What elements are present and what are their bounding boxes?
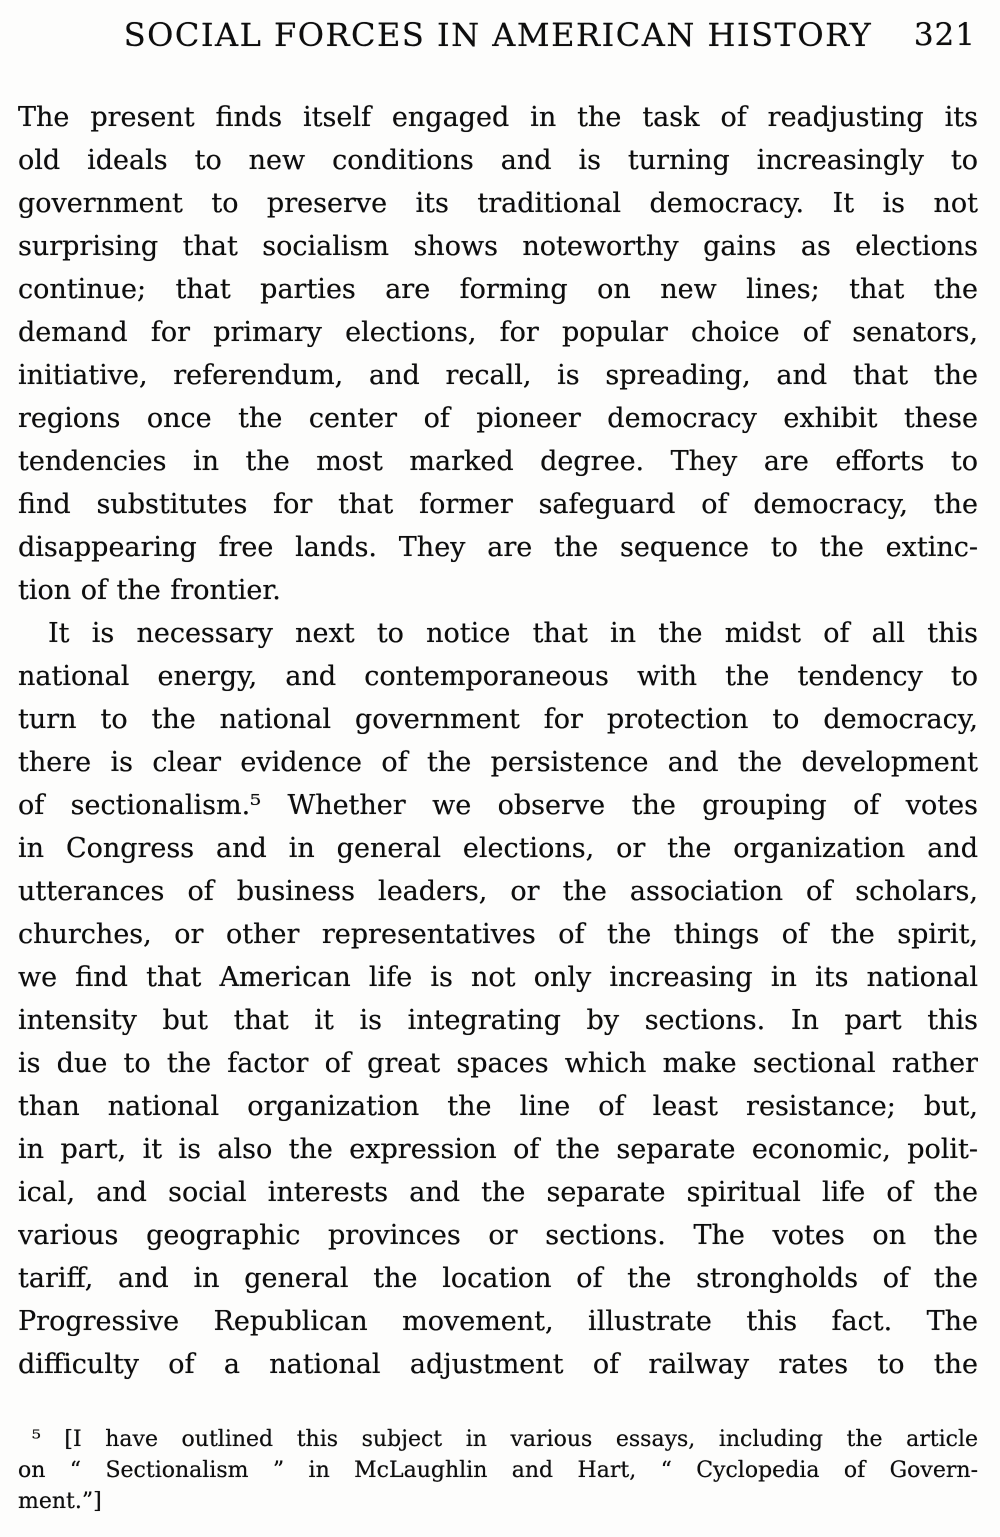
text-line: old ideals to new conditions and is turning increasingly to — [18, 145, 978, 176]
page-number: 321 — [913, 17, 976, 53]
text-line: we find that American life is not only increasing in its national — [18, 962, 978, 993]
footnote-line: ⁵ [I have outlined this subject in various essays, including the article — [32, 1427, 978, 1452]
text-line: tariff, and in general the location of the strongholds of the — [18, 1263, 978, 1294]
text-line: surprising that socialism shows noteworthy gains as elections — [18, 231, 978, 262]
text-line: is due to the factor of great spaces which make sectional rather — [18, 1048, 978, 1079]
footnote — [18, 1424, 978, 1517]
paragraph-sectionalism — [18, 612, 978, 1386]
text-line: there is clear evidence of the persistence and the development — [18, 747, 978, 778]
text-line: continue; that parties are forming on new lines; that the — [18, 274, 978, 305]
text-line: demand for primary elections, for popular choice of senators, — [18, 317, 978, 348]
text-line: in Congress and in general elections, or the organization and — [18, 833, 978, 864]
text-line: difficulty of a national adjustment of railway rates to the — [18, 1349, 978, 1380]
text-line: of sectionalism.⁵ Whether we observe the grouping of votes — [18, 790, 978, 821]
text-line: disappearing free lands. They are the sequence to the extinc- — [18, 532, 978, 563]
text-line: It is necessary next to notice that in the midst of all this — [48, 618, 978, 649]
text-line: than national organization the line of least resistance; but, — [18, 1091, 978, 1122]
text-line: ical, and social interests and the separate spiritual life of the — [18, 1177, 978, 1208]
text-line: in part, it is also the expression of the separate economic, polit- — [18, 1134, 978, 1165]
footnote-line: on “ Sectionalism ” in McLaughlin and Hart, “ Cyclopedia of Govern- — [18, 1458, 978, 1483]
text-line: intensity but that it is integrating by sections. In part this — [18, 1005, 978, 1036]
text-line: government to preserve its traditional democracy. It is not — [18, 188, 978, 219]
paragraph-frontier — [18, 96, 978, 612]
page-header — [18, 16, 978, 60]
text-line: churches, or other representatives of the things of the spirit, — [18, 919, 978, 950]
text-line: find substitutes for that former safeguard of democracy, the — [18, 489, 978, 520]
text-line: various geographic provinces or sections. The votes on the — [18, 1220, 978, 1251]
text-line: tendencies in the most marked degree. They are efforts to — [18, 446, 978, 477]
body-text — [18, 96, 978, 1386]
running-head-title: SOCIAL FORCES IN AMERICAN HISTORY — [123, 16, 873, 54]
text-line: tion of the frontier. — [18, 575, 281, 606]
text-line: initiative, referendum, and recall, is spreading, and that the — [18, 360, 978, 391]
text-line: regions once the center of pioneer democracy exhibit these — [18, 403, 978, 434]
footnote-line: ment.”] — [18, 1489, 102, 1514]
text-line: turn to the national government for protection to democracy, — [18, 704, 978, 735]
text-line: national energy, and contemporaneous with the tendency to — [18, 661, 978, 692]
text-line: Progressive Republican movement, illustrate this fact. The — [18, 1306, 978, 1337]
text-line: utterances of business leaders, or the association of scholars, — [18, 876, 978, 907]
text-line: The present finds itself engaged in the task of readjusting its — [18, 102, 978, 133]
